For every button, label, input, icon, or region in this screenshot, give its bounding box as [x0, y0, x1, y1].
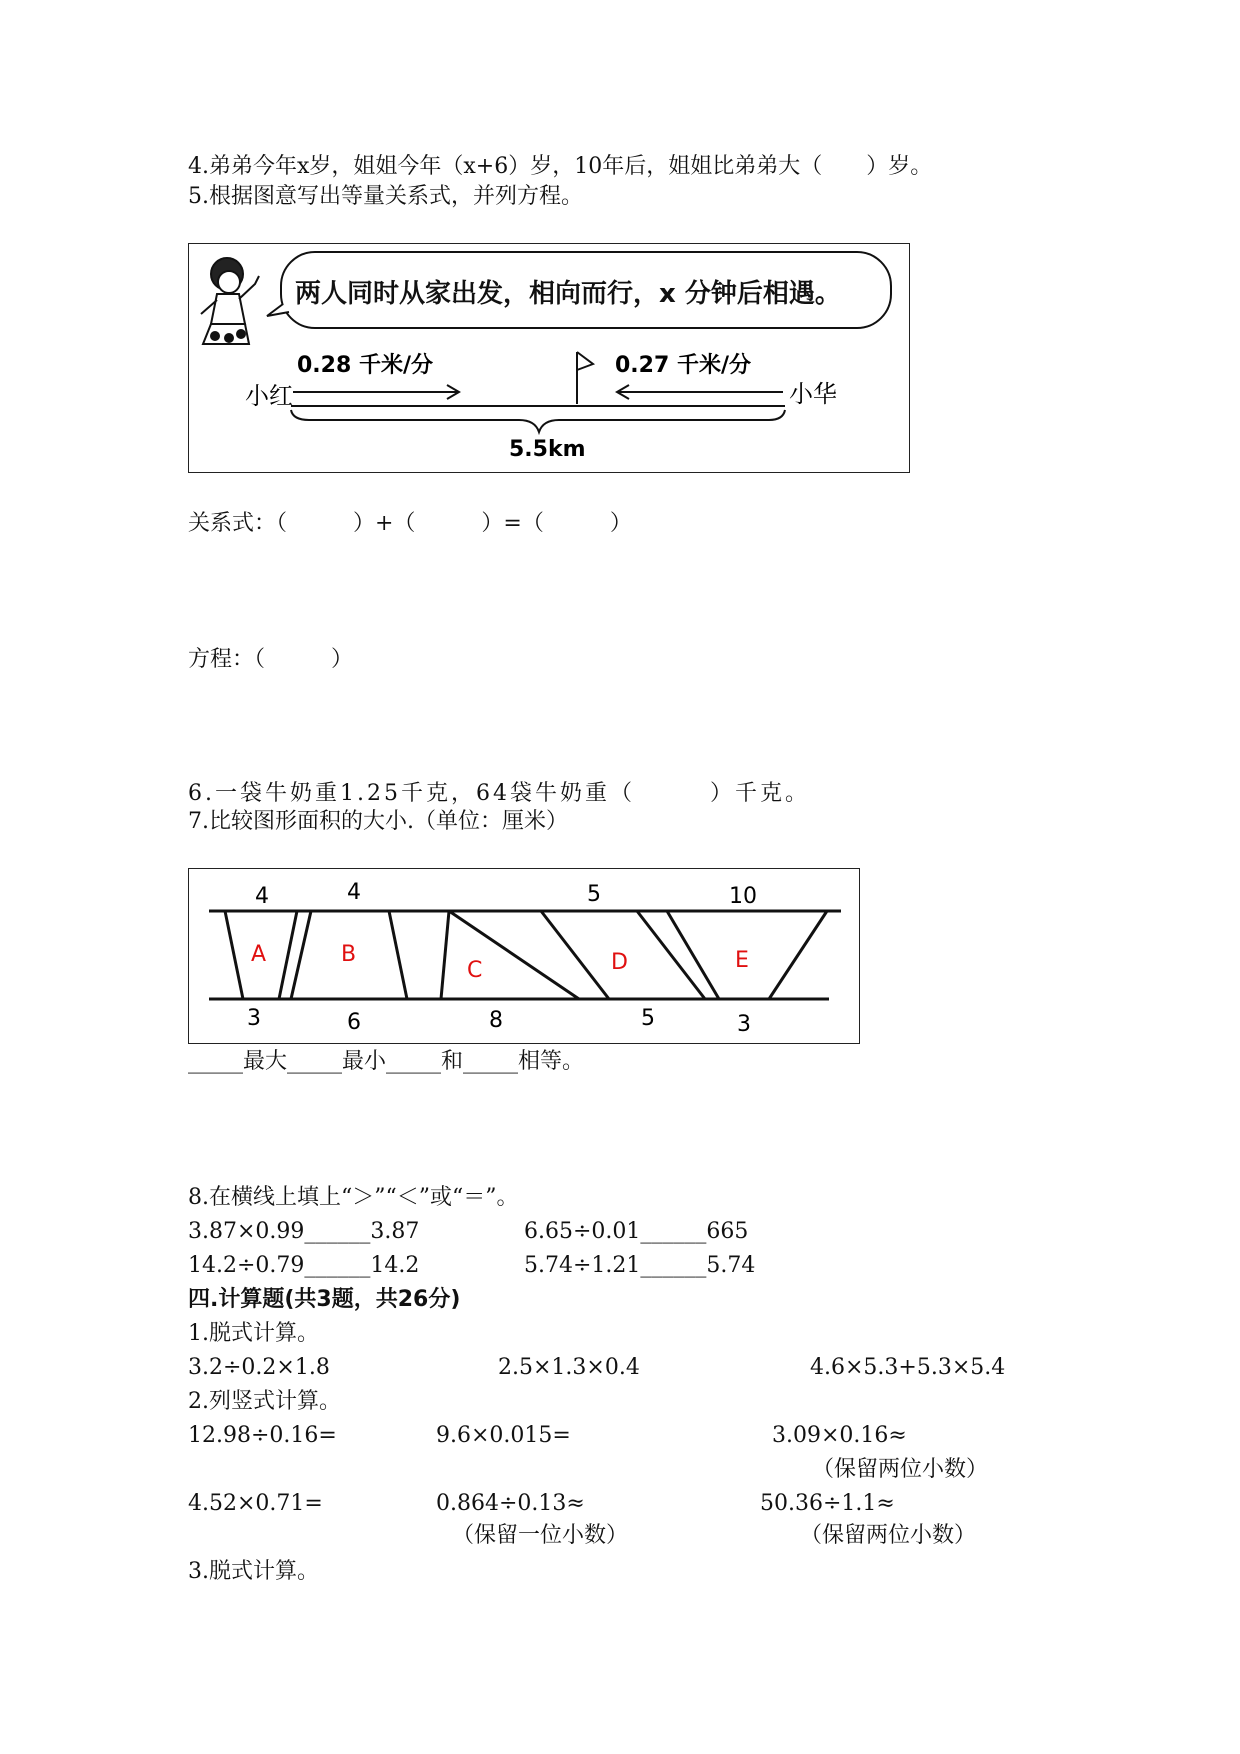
shape-d-side-right [637, 911, 705, 999]
shape-label-d: D [611, 950, 628, 975]
question-5: 5.根据图意写出等量关系式，并列方程。 [188, 184, 583, 209]
bottom-label-e: 3 [737, 1012, 751, 1037]
distance-label: 5.5km [509, 437, 586, 462]
compare-item-3: 14.2÷0.79______14.2 [188, 1253, 420, 1278]
question-4: 4.弟弟今年x岁，姐姐今年（x+6）岁，10年后，姐姐比弟弟大（ ）岁。 [188, 154, 933, 179]
girl-illustration [201, 258, 259, 344]
top-label-a: 4 [255, 884, 269, 909]
top-label-e: 10 [729, 884, 757, 909]
compare-item-4: 5.74÷1.21______5.74 [524, 1253, 756, 1278]
bottom-label-c: 8 [489, 1008, 503, 1033]
calc-2-note-1: （保留两位小数） [812, 1457, 989, 1482]
section-4-heading: 四.计算题(共3题，共26分) [188, 1287, 461, 1312]
compare-item-2: 6.65÷0.01______665 [524, 1219, 749, 1244]
calc-1-item-2: 2.5×1.3×0.4 [498, 1355, 640, 1380]
question-6: 6.一袋牛奶重1.25千克，64袋牛奶重（ ）千克。 [188, 781, 810, 806]
calc-1-item-3: 4.6×5.3+5.3×5.4 [810, 1355, 1006, 1380]
calc-3-title: 3.脱式计算。 [188, 1559, 319, 1584]
speech-text: 两人同时从家出发，相向而行，x 分钟后相遇。 [295, 279, 841, 309]
shape-c-side-left [441, 911, 449, 999]
top-label-d: 5 [587, 882, 601, 907]
shape-d-side-left [541, 911, 609, 999]
calc-2-item-3: 3.09×0.16≈ [772, 1423, 907, 1448]
calc-1-title: 1.脱式计算。 [188, 1321, 319, 1346]
shape-label-b: B [341, 942, 357, 967]
shape-c-side-right [449, 911, 579, 999]
compare-item-1: 3.87×0.99______3.87 [188, 1219, 420, 1244]
calc-2-item-2: 9.6×0.015= [436, 1423, 571, 1448]
question-7: 7.比较图形面积的大小.（单位：厘米） [188, 809, 568, 834]
question-7-answer: _____最大_____最小_____和_____相等。 [188, 1049, 585, 1074]
calc-2-note-3: （保留两位小数） [800, 1523, 977, 1548]
right-speed-label: 0.27 千米/分 [615, 353, 751, 378]
shape-label-a: A [251, 942, 267, 967]
distance-brace [291, 410, 785, 432]
figure-area-comparison [188, 868, 860, 1044]
bottom-label-b: 6 [347, 1010, 361, 1035]
shape-label-e: E [735, 948, 749, 973]
calc-2-note-2: （保留一位小数） [452, 1523, 629, 1548]
relation-line: 关系式：（ ）+（ ）=（ ） [188, 511, 632, 536]
right-name: 小华 [789, 380, 837, 408]
shape-a-side-left [225, 911, 243, 999]
shape-e-side-right [769, 911, 827, 999]
top-label-b: 4 [347, 880, 361, 905]
figure-meeting-problem [188, 243, 910, 473]
left-speed-label: 0.28 千米/分 [297, 353, 433, 378]
calc-1-item-1: 3.2÷0.2×1.8 [188, 1355, 330, 1380]
calc-2-item-1: 12.98÷0.16= [188, 1423, 337, 1448]
calc-2-item-6: 50.36÷1.1≈ [760, 1491, 895, 1516]
meeting-diagram [189, 244, 909, 472]
shape-label-c: C [467, 958, 483, 983]
shape-b-side-right [389, 911, 407, 999]
bottom-label-d: 5 [641, 1006, 655, 1031]
calc-2-title: 2.列竖式计算。 [188, 1389, 341, 1414]
question-8: 8.在横线上填上“＞”“＜”或“＝”。 [188, 1185, 519, 1210]
left-name: 小红 [245, 382, 293, 410]
equation-line: 方程：（ ） [188, 647, 354, 672]
calc-2-item-4: 4.52×0.71= [188, 1491, 323, 1516]
bottom-label-a: 3 [247, 1006, 261, 1031]
shapes-diagram [189, 869, 859, 1043]
calc-2-item-5: 0.864÷0.13≈ [436, 1491, 585, 1516]
